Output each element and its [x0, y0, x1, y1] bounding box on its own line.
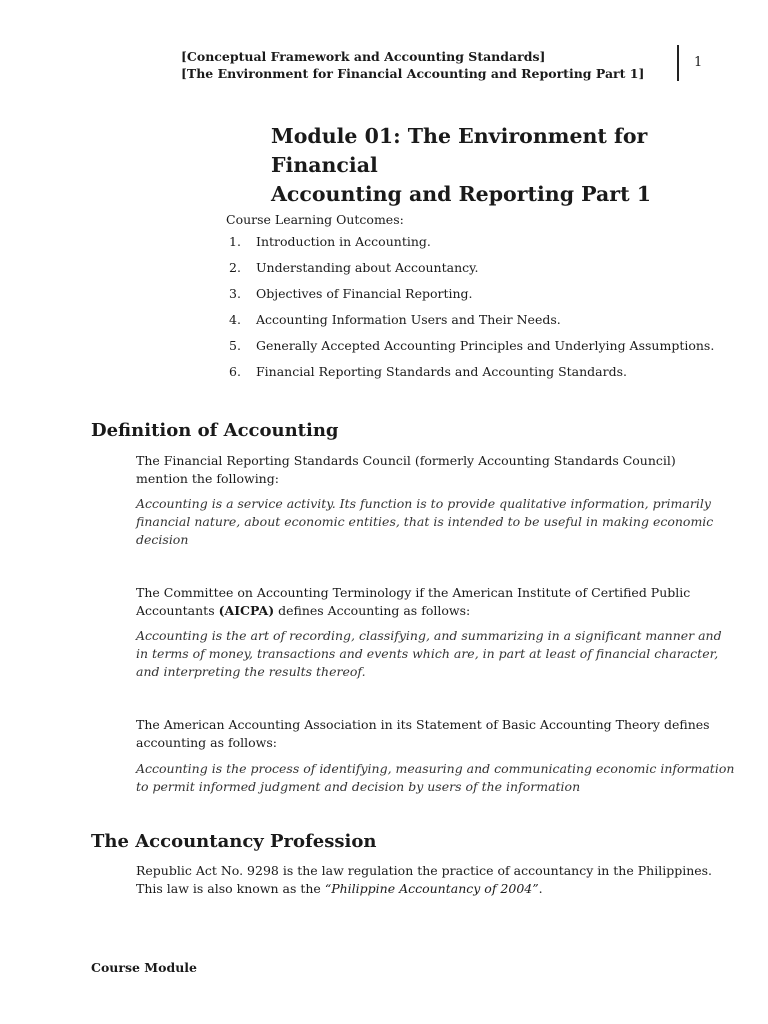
outcomes-heading: Course Learning Outcomes: [226, 212, 404, 227]
outcome-item [226, 285, 714, 311]
header-divider [677, 45, 679, 81]
module-title [271, 122, 741, 209]
outcome-item [226, 337, 714, 363]
profession-heading: The Accountancy Profession [91, 831, 377, 852]
header-module-subtitle: [The Environment for Financial Accounting and Reporting Part 1] [181, 66, 645, 81]
header-course-title: [Conceptual Framework and Accounting Standards] [181, 49, 546, 64]
outcome-number: 1. [229, 234, 241, 249]
outcome-number: 2. [229, 260, 241, 275]
outcome-number: 4. [229, 312, 241, 327]
profession-text [136, 862, 731, 898]
outcome-text: Introduction in Accounting. [256, 234, 431, 249]
aaa-intro: The American Accounting Association in its Statement of Basic Accounting Theory defines accounting as follows: [136, 717, 710, 750]
outcome-text: Generally Accepted Accounting Principles and Underlying Assumptions. [256, 338, 715, 353]
outcome-item [226, 363, 714, 389]
running-header [181, 48, 644, 82]
outcome-text: Understanding about Accountancy. [256, 260, 479, 275]
aicpa-acronym: (AICPA) [218, 603, 275, 618]
outcome-item [226, 311, 714, 337]
outcome-text: Objectives of Financial Reporting. [256, 286, 473, 301]
learning-outcomes [226, 211, 714, 389]
aicpa-intro-tail: defines Accounting as follows: [274, 603, 471, 618]
module-title-line-2: Accounting and Reporting Part 1 [271, 182, 651, 206]
outcomes-list [226, 233, 714, 389]
outcome-number: 5. [229, 338, 241, 353]
profession-text-end: . [538, 881, 543, 896]
definition-heading: Definition of Accounting [91, 420, 339, 441]
page-number: 1 [694, 55, 703, 70]
profession-act-name: “Philippine Accountancy of 2004” [324, 881, 539, 896]
module-title-line-1: Module 01: The Environment for Financial [271, 124, 648, 177]
aicpa-quote: Accounting is the art of recording, classifying, and summarizing in a significant manner and in terms of money, transactions and events which are, in part at least of financial character, and interpreting the results thereof. [136, 628, 722, 679]
page-footer: Course Module [91, 960, 198, 975]
aicpa-intro [136, 584, 731, 620]
frsc-quote: Accounting is a service activity. Its function is to provide qualitative information, primarily financial nature, about economic entities, that is intended to be useful in making economic decision [136, 496, 714, 547]
outcome-item [226, 259, 714, 285]
aaa-quote: Accounting is the process of identifying, measuring and communicating economic information to permit informed judgment and decision by users of the information [136, 761, 735, 794]
profession-text-body: Republic Act No. 9298 is the law regulation the practice of accountancy in the Philippines. This law is also known as the [136, 863, 713, 896]
outcome-text: Financial Reporting Standards and Accounting Standards. [256, 364, 628, 379]
outcome-number: 6. [229, 364, 241, 379]
outcome-number: 3. [229, 286, 241, 301]
frsc-intro: The Financial Reporting Standards Council (formerly Accounting Standards Council) mention the following: [136, 453, 676, 486]
aicpa-intro-text: The Committee on Accounting Terminology if the American Institute of Certified Public Accountants [136, 585, 691, 618]
outcome-text: Accounting Information Users and Their Needs. [256, 312, 561, 327]
outcome-item [226, 233, 714, 259]
